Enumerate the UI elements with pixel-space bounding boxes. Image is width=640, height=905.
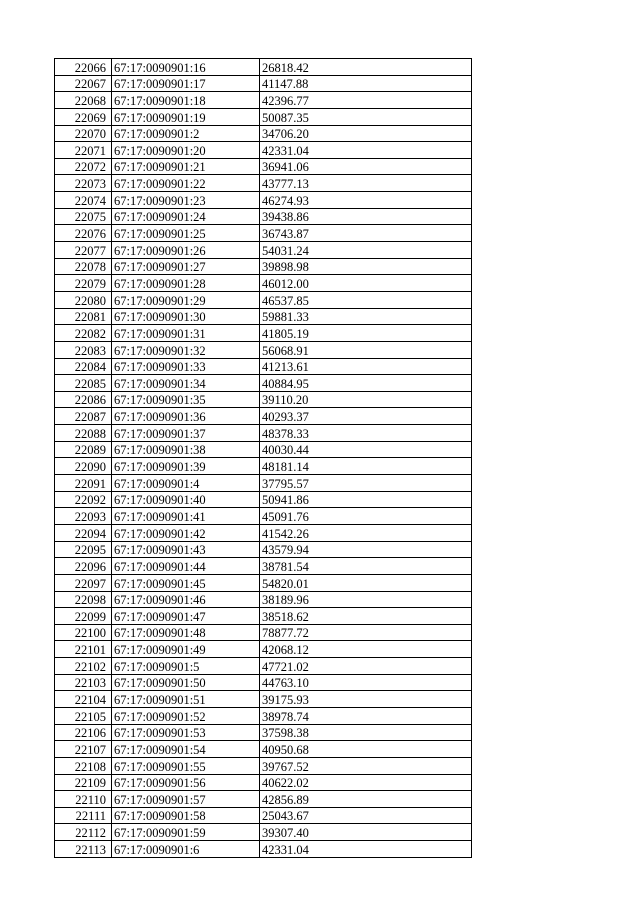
row-number-cell: 22081 [55, 308, 112, 325]
cadastral-number-cell: 67:17:0090901:31 [112, 325, 260, 342]
value-cell: 78877.72 [260, 624, 472, 641]
table-row [55, 791, 472, 808]
cadastral-number-cell: 67:17:0090901:46 [112, 591, 260, 608]
row-number-cell: 22066 [55, 59, 112, 76]
row-number-cell: 22072 [55, 158, 112, 175]
cadastral-number-cell: 67:17:0090901:24 [112, 208, 260, 225]
value-cell: 40950.68 [260, 741, 472, 758]
row-number-cell: 22088 [55, 425, 112, 442]
value-cell: 38189.96 [260, 591, 472, 608]
cadastral-number-cell: 67:17:0090901:4 [112, 475, 260, 492]
table-row [55, 741, 472, 758]
cadastral-number-cell: 67:17:0090901:42 [112, 524, 260, 541]
row-number-cell: 22099 [55, 608, 112, 625]
value-cell: 42856.89 [260, 791, 472, 808]
value-cell: 42396.77 [260, 92, 472, 109]
cadastral-number-cell: 67:17:0090901:51 [112, 691, 260, 708]
table-row [55, 591, 472, 608]
cadastral-number-cell: 67:17:0090901:48 [112, 624, 260, 641]
table-row [55, 541, 472, 558]
value-cell: 36941.06 [260, 158, 472, 175]
cadastral-number-cell: 67:17:0090901:58 [112, 807, 260, 824]
row-number-cell: 22105 [55, 707, 112, 724]
table-row [55, 475, 472, 492]
row-number-cell: 22106 [55, 724, 112, 741]
value-cell: 48378.33 [260, 425, 472, 442]
table-row [55, 491, 472, 508]
value-cell: 25043.67 [260, 807, 472, 824]
row-number-cell: 22096 [55, 558, 112, 575]
row-number-cell: 22107 [55, 741, 112, 758]
value-cell: 42331.04 [260, 841, 472, 858]
value-cell: 34706.20 [260, 125, 472, 142]
row-number-cell: 22094 [55, 524, 112, 541]
value-cell: 39438.86 [260, 208, 472, 225]
table-row [55, 458, 472, 475]
cadastral-number-cell: 67:17:0090901:39 [112, 458, 260, 475]
row-number-cell: 22086 [55, 391, 112, 408]
row-number-cell: 22069 [55, 108, 112, 125]
value-cell: 39110.20 [260, 391, 472, 408]
cadastral-number-cell: 67:17:0090901:22 [112, 175, 260, 192]
value-cell: 41805.19 [260, 325, 472, 342]
table-row [55, 258, 472, 275]
cadastral-number-cell: 67:17:0090901:40 [112, 491, 260, 508]
table-row [55, 674, 472, 691]
table-row [55, 691, 472, 708]
row-number-cell: 22097 [55, 574, 112, 591]
value-cell: 45091.76 [260, 508, 472, 525]
table-row [55, 558, 472, 575]
cadastral-number-cell: 67:17:0090901:56 [112, 774, 260, 791]
cadastral-number-cell: 67:17:0090901:50 [112, 674, 260, 691]
value-cell: 46012.00 [260, 275, 472, 292]
value-cell: 39898.98 [260, 258, 472, 275]
value-cell: 37598.38 [260, 724, 472, 741]
value-cell: 37795.57 [260, 475, 472, 492]
row-number-cell: 22067 [55, 75, 112, 92]
table-row [55, 774, 472, 791]
cadastral-number-cell: 67:17:0090901:30 [112, 308, 260, 325]
cadastral-number-cell: 67:17:0090901:53 [112, 724, 260, 741]
row-number-cell: 22098 [55, 591, 112, 608]
cadastral-number-cell: 67:17:0090901:33 [112, 358, 260, 375]
value-cell: 40622.02 [260, 774, 472, 791]
row-number-cell: 22092 [55, 491, 112, 508]
value-cell: 41213.61 [260, 358, 472, 375]
value-cell: 38518.62 [260, 608, 472, 625]
row-number-cell: 22100 [55, 624, 112, 641]
row-number-cell: 22084 [55, 358, 112, 375]
cadastral-number-cell: 67:17:0090901:55 [112, 757, 260, 774]
table-row [55, 208, 472, 225]
value-cell: 38781.54 [260, 558, 472, 575]
value-cell: 44763.10 [260, 674, 472, 691]
row-number-cell: 22076 [55, 225, 112, 242]
table-row [55, 641, 472, 658]
value-cell: 40293.37 [260, 408, 472, 425]
row-number-cell: 22095 [55, 541, 112, 558]
value-cell: 39307.40 [260, 824, 472, 841]
table-row [55, 325, 472, 342]
table-row [55, 574, 472, 591]
table-row [55, 441, 472, 458]
row-number-cell: 22110 [55, 791, 112, 808]
table-row [55, 192, 472, 209]
value-cell: 46274.93 [260, 192, 472, 209]
cadastral-number-cell: 67:17:0090901:19 [112, 108, 260, 125]
value-cell: 36743.87 [260, 225, 472, 242]
cadastral-number-cell: 67:17:0090901:5 [112, 658, 260, 675]
table-row [55, 824, 472, 841]
table-row [55, 807, 472, 824]
cadastral-number-cell: 67:17:0090901:18 [112, 92, 260, 109]
table-row [55, 125, 472, 142]
cadastral-number-cell: 67:17:0090901:36 [112, 408, 260, 425]
table-row [55, 242, 472, 259]
value-cell: 40030.44 [260, 441, 472, 458]
row-number-cell: 22102 [55, 658, 112, 675]
row-number-cell: 22101 [55, 641, 112, 658]
table-row [55, 408, 472, 425]
value-cell: 26818.42 [260, 59, 472, 76]
row-number-cell: 22079 [55, 275, 112, 292]
row-number-cell: 22104 [55, 691, 112, 708]
value-cell: 46537.85 [260, 291, 472, 308]
cadastral-number-cell: 67:17:0090901:28 [112, 275, 260, 292]
table-row [55, 658, 472, 675]
table-row [55, 757, 472, 774]
cadastral-number-cell: 67:17:0090901:34 [112, 375, 260, 392]
cadastral-number-cell: 67:17:0090901:25 [112, 225, 260, 242]
cadastral-number-cell: 67:17:0090901:27 [112, 258, 260, 275]
table-row [55, 375, 472, 392]
value-cell: 54031.24 [260, 242, 472, 259]
value-cell: 43777.13 [260, 175, 472, 192]
value-cell: 43579.94 [260, 541, 472, 558]
value-cell: 38978.74 [260, 707, 472, 724]
table-row [55, 291, 472, 308]
value-cell: 39175.93 [260, 691, 472, 708]
table-row [55, 425, 472, 442]
table-row [55, 391, 472, 408]
table-row [55, 175, 472, 192]
cadastral-value-table [54, 58, 472, 858]
row-number-cell: 22087 [55, 408, 112, 425]
value-cell: 59881.33 [260, 308, 472, 325]
table-row [55, 841, 472, 858]
row-number-cell: 22071 [55, 142, 112, 159]
cadastral-number-cell: 67:17:0090901:16 [112, 59, 260, 76]
table-row [55, 341, 472, 358]
table-row [55, 158, 472, 175]
cadastral-number-cell: 67:17:0090901:21 [112, 158, 260, 175]
cadastral-number-cell: 67:17:0090901:37 [112, 425, 260, 442]
row-number-cell: 22093 [55, 508, 112, 525]
row-number-cell: 22085 [55, 375, 112, 392]
table-row [55, 92, 472, 109]
row-number-cell: 22112 [55, 824, 112, 841]
cadastral-number-cell: 67:17:0090901:49 [112, 641, 260, 658]
table-row [55, 724, 472, 741]
value-cell: 47721.02 [260, 658, 472, 675]
row-number-cell: 22103 [55, 674, 112, 691]
cadastral-number-cell: 67:17:0090901:52 [112, 707, 260, 724]
cadastral-number-cell: 67:17:0090901:44 [112, 558, 260, 575]
value-cell: 48181.14 [260, 458, 472, 475]
row-number-cell: 22070 [55, 125, 112, 142]
cadastral-number-cell: 67:17:0090901:32 [112, 341, 260, 358]
table-body [55, 59, 472, 858]
table-row [55, 275, 472, 292]
cadastral-number-cell: 67:17:0090901:47 [112, 608, 260, 625]
value-cell: 39767.52 [260, 757, 472, 774]
row-number-cell: 22083 [55, 341, 112, 358]
cadastral-number-cell: 67:17:0090901:35 [112, 391, 260, 408]
table-row [55, 524, 472, 541]
table-row [55, 707, 472, 724]
table-row [55, 624, 472, 641]
value-cell: 42331.04 [260, 142, 472, 159]
table-row [55, 59, 472, 76]
cadastral-number-cell: 67:17:0090901:38 [112, 441, 260, 458]
table-row [55, 225, 472, 242]
row-number-cell: 22108 [55, 757, 112, 774]
row-number-cell: 22089 [55, 441, 112, 458]
cadastral-number-cell: 67:17:0090901:41 [112, 508, 260, 525]
cadastral-number-cell: 67:17:0090901:17 [112, 75, 260, 92]
table-row [55, 358, 472, 375]
value-cell: 50087.35 [260, 108, 472, 125]
row-number-cell: 22073 [55, 175, 112, 192]
row-number-cell: 22074 [55, 192, 112, 209]
cadastral-number-cell: 67:17:0090901:59 [112, 824, 260, 841]
table-row [55, 308, 472, 325]
value-cell: 54820.01 [260, 574, 472, 591]
value-cell: 56068.91 [260, 341, 472, 358]
row-number-cell: 22113 [55, 841, 112, 858]
row-number-cell: 22068 [55, 92, 112, 109]
cadastral-number-cell: 67:17:0090901:6 [112, 841, 260, 858]
value-cell: 50941.86 [260, 491, 472, 508]
row-number-cell: 22078 [55, 258, 112, 275]
cadastral-number-cell: 67:17:0090901:20 [112, 142, 260, 159]
cadastral-number-cell: 67:17:0090901:29 [112, 291, 260, 308]
table-row [55, 508, 472, 525]
table-row [55, 142, 472, 159]
value-cell: 41147.88 [260, 75, 472, 92]
table-row [55, 75, 472, 92]
table-row [55, 608, 472, 625]
row-number-cell: 22082 [55, 325, 112, 342]
value-cell: 42068.12 [260, 641, 472, 658]
cadastral-number-cell: 67:17:0090901:23 [112, 192, 260, 209]
cadastral-number-cell: 67:17:0090901:2 [112, 125, 260, 142]
row-number-cell: 22080 [55, 291, 112, 308]
table-row [55, 108, 472, 125]
cadastral-number-cell: 67:17:0090901:26 [112, 242, 260, 259]
cadastral-number-cell: 67:17:0090901:57 [112, 791, 260, 808]
value-cell: 40884.95 [260, 375, 472, 392]
value-cell: 41542.26 [260, 524, 472, 541]
row-number-cell: 22077 [55, 242, 112, 259]
row-number-cell: 22109 [55, 774, 112, 791]
cadastral-number-cell: 67:17:0090901:43 [112, 541, 260, 558]
row-number-cell: 22090 [55, 458, 112, 475]
row-number-cell: 22075 [55, 208, 112, 225]
cadastral-number-cell: 67:17:0090901:45 [112, 574, 260, 591]
row-number-cell: 22111 [55, 807, 112, 824]
cadastral-number-cell: 67:17:0090901:54 [112, 741, 260, 758]
row-number-cell: 22091 [55, 475, 112, 492]
